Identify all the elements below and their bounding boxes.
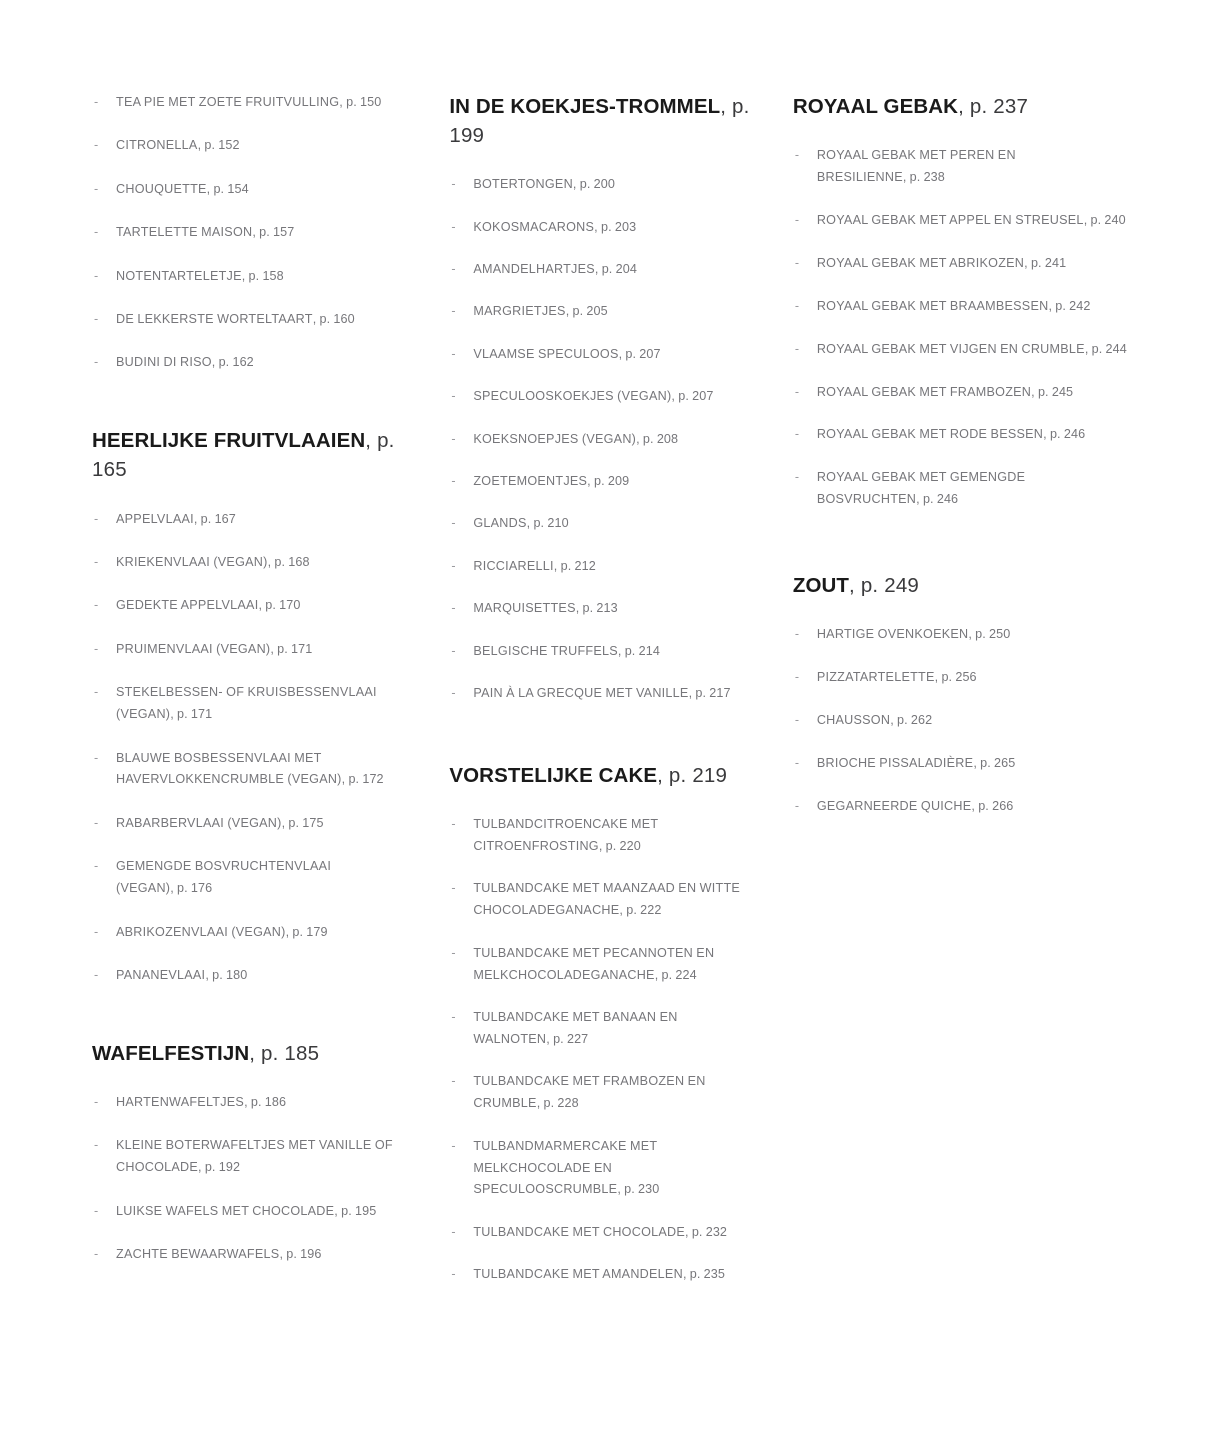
entry-dash-icon: - xyxy=(794,470,800,485)
toc-entry-list xyxy=(92,509,411,987)
entry-title: HARTENWAFELTJES xyxy=(116,1094,245,1109)
entry-page-number: , p. 176 xyxy=(170,881,213,896)
toc-entry[interactable] xyxy=(92,1135,411,1179)
toc-entry-list xyxy=(449,814,756,1286)
entry-title: GEMENGDE BOSVRUCHTENVLAAI (VEGAN) xyxy=(116,859,332,896)
entry-dash-icon: - xyxy=(94,1203,99,1218)
section-heading-title: WAFELFESTIJN xyxy=(92,1041,250,1065)
entry-dash-icon: - xyxy=(794,148,800,163)
entry-dash-icon: - xyxy=(451,1224,456,1239)
toc-entry[interactable] xyxy=(92,266,411,288)
toc-entry[interactable] xyxy=(92,856,411,900)
toc-entry[interactable] xyxy=(92,1201,411,1223)
entry-page-number: , p. 210 xyxy=(526,516,569,531)
toc-entry[interactable] xyxy=(92,682,411,726)
entry-page-number: , p. 212 xyxy=(553,558,596,573)
toc-entry[interactable] xyxy=(449,301,756,323)
toc-section-in-de-koekjestrommel xyxy=(449,92,756,705)
entry-page-number: , p. 235 xyxy=(682,1267,725,1282)
entry-page-number: , p. 172 xyxy=(341,772,384,787)
section-heading-title: IN DE KOEKJES-TROMMEL xyxy=(449,95,721,118)
section-heading-page: , p. 237 xyxy=(958,95,1029,118)
entry-page-number: , p. 250 xyxy=(968,627,1011,642)
entry-title: ZOETEMOENTJES xyxy=(473,474,588,489)
entry-dash-icon: - xyxy=(794,756,800,770)
entry-page-number: , p. 207 xyxy=(618,346,661,361)
entry-dash-icon: - xyxy=(94,641,99,656)
entry-title: TULBANDCAKE MET PECANNOTEN EN MELKCHOCOLADEGANACHE xyxy=(473,945,715,982)
entry-dash-icon: - xyxy=(94,859,99,874)
section-heading-royaal-gebak[interactable] xyxy=(793,92,1135,121)
entry-title: PAIN À LA GRECQUE MET VANILLE xyxy=(473,686,689,701)
entry-dash-icon: - xyxy=(451,1010,456,1025)
section-heading-title: VORSTELIJKE CAKE xyxy=(449,764,658,787)
entry-title: VLAAMSE SPECULOOS xyxy=(473,346,619,361)
entry-title: ROYAAL GEBAK MET PEREN EN BRESILIENNE xyxy=(816,148,1016,185)
entry-dash-icon: - xyxy=(451,643,456,658)
entry-title: GLANDS xyxy=(473,516,527,531)
entry-dash-icon: - xyxy=(451,817,456,832)
section-heading-page: , p. 199 xyxy=(449,95,750,148)
entry-page-number: , p. 228 xyxy=(536,1096,579,1111)
entry-title: CITRONELLA xyxy=(116,138,198,153)
entry-page-number: , p. 209 xyxy=(587,474,630,489)
entry-dash-icon: - xyxy=(451,304,456,319)
entry-dash-icon: - xyxy=(451,601,456,616)
entry-page-number: , p. 162 xyxy=(211,355,254,370)
entry-title: APPELVLAAI xyxy=(116,511,194,526)
entry-page-number: , p. 170 xyxy=(258,598,301,613)
entry-page-number: , p. 195 xyxy=(334,1203,377,1218)
entry-dash-icon: - xyxy=(794,255,800,270)
toc-entry[interactable] xyxy=(92,1092,411,1114)
entry-page-number: , p. 205 xyxy=(565,304,608,319)
entry-page-number: , p. 246 xyxy=(916,492,959,507)
entry-title: PANANEVLAAI xyxy=(116,967,206,982)
entry-title: ROYAAL GEBAK MET VIJGEN EN CRUMBLE xyxy=(816,341,1085,356)
entry-page-number: , p. 167 xyxy=(193,511,236,526)
entry-title: KRIEKENVLAAI (VEGAN) xyxy=(116,554,268,569)
entry-page-number: , p. 240 xyxy=(1083,212,1126,227)
entry-page-number: , p. 245 xyxy=(1031,384,1074,399)
entry-dash-icon: - xyxy=(94,95,99,109)
section-heading-wafelfestijn[interactable] xyxy=(92,1039,411,1068)
toc-entry[interactable] xyxy=(92,595,411,617)
section-heading-title: ROYAAL GEBAK xyxy=(792,95,959,118)
entry-title: ROYAAL GEBAK MET GEMENGDE BOSVRUCHTEN xyxy=(816,470,1026,507)
entry-dash-icon: - xyxy=(94,225,99,240)
entry-page-number: , p. 203 xyxy=(594,219,637,234)
entry-title: TULBANDCAKE MET CHOCOLADE xyxy=(473,1224,686,1239)
entry-title: RABARBERVLAAI (VEGAN) xyxy=(116,815,282,830)
entry-page-number: , p. 192 xyxy=(198,1160,241,1175)
section-heading-page: , p. 249 xyxy=(849,574,920,598)
entry-dash-icon: - xyxy=(94,1138,99,1153)
toc-entry[interactable] xyxy=(793,667,1135,689)
entry-title: GEDEKTE APPELVLAAI xyxy=(116,598,259,613)
toc-entry[interactable] xyxy=(793,710,1135,732)
entry-dash-icon: - xyxy=(451,1267,456,1282)
entry-dash-icon: - xyxy=(451,262,456,277)
entry-page-number: , p. 244 xyxy=(1084,341,1127,356)
entry-title: MARQUISETTES xyxy=(473,601,576,616)
entry-title: BUDINI DI RISO xyxy=(116,355,212,370)
entry-page-number: , p. 220 xyxy=(598,839,641,854)
entry-page-number: , p. 232 xyxy=(685,1224,728,1239)
toc-entry-list xyxy=(92,1092,411,1266)
section-heading-page: , p. 165 xyxy=(92,429,395,482)
entry-page-number: , p. 160 xyxy=(312,312,355,327)
toc-entry-list xyxy=(793,145,1135,511)
entry-dash-icon: - xyxy=(794,384,800,399)
toc-columns xyxy=(92,92,1135,1307)
entry-dash-icon: - xyxy=(451,431,456,446)
entry-page-number: , p. 266 xyxy=(971,798,1014,813)
entry-title: ZACHTE BEWAARWAFELS xyxy=(116,1247,280,1262)
toc-section-heerlijke-fruitvlaaien xyxy=(92,426,411,987)
toc-entry[interactable] xyxy=(92,509,411,531)
toc-entry[interactable] xyxy=(449,429,756,451)
entry-dash-icon: - xyxy=(451,219,456,234)
entry-page-number: , p. 171 xyxy=(270,641,313,656)
toc-entry[interactable] xyxy=(92,92,411,114)
entry-page-number: , p. 208 xyxy=(636,431,679,446)
entry-title: BELGISCHE TRUFFELS xyxy=(473,643,618,658)
entry-title: ROYAAL GEBAK MET BRAAMBESSEN xyxy=(816,298,1049,313)
toc-entry[interactable] xyxy=(793,210,1135,232)
entry-title: ROYAAL GEBAK MET FRAMBOZEN xyxy=(816,384,1032,399)
entry-dash-icon: - xyxy=(451,474,456,489)
entry-dash-icon: - xyxy=(794,341,800,356)
toc-entry[interactable] xyxy=(449,878,756,922)
entry-dash-icon: - xyxy=(94,138,99,153)
entry-title: NOTENTARTELETJE xyxy=(116,268,242,283)
entry-title: TULBANDCITROENCAKE MET CITROENFROSTING xyxy=(473,817,659,854)
entry-dash-icon: - xyxy=(794,212,800,227)
entry-title: LUIKSE WAFELS MET CHOCOLADE xyxy=(116,1203,335,1218)
toc-entry[interactable] xyxy=(92,965,411,987)
entry-dash-icon: - xyxy=(94,924,99,939)
entry-title: KLEINE BOTERWAFELTJES MET VANILLE OF CHOCOLADE xyxy=(116,1138,393,1175)
toc-entry-list xyxy=(92,92,411,374)
entry-page-number: , p. 265 xyxy=(973,756,1016,770)
entry-dash-icon: - xyxy=(794,670,800,685)
entry-title: CHAUSSON xyxy=(816,713,891,728)
toc-section-continued-taarten xyxy=(92,92,411,374)
entry-page-number: , p. 196 xyxy=(279,1247,322,1262)
toc-entry[interactable] xyxy=(449,471,756,493)
entry-dash-icon: - xyxy=(94,967,99,982)
entry-page-number: , p. 242 xyxy=(1048,298,1091,313)
entry-title: TULBANDCAKE MET FRAMBOZEN EN CRUMBLE xyxy=(473,1074,706,1111)
entry-page-number: , p. 180 xyxy=(205,967,248,982)
toc-section-zout xyxy=(793,571,1135,818)
toc-section-vorstelijke-cake xyxy=(449,761,756,1286)
entry-title: STEKELBESSEN- OF KRUISBESSENVLAAI (VEGAN) xyxy=(116,685,377,722)
entry-page-number: , p. 150 xyxy=(339,95,382,109)
entry-dash-icon: - xyxy=(94,685,99,700)
toc-entry[interactable] xyxy=(793,253,1135,275)
section-heading-title: HEERLIJKE FRUITVLAAIEN xyxy=(92,429,366,453)
entry-page-number: , p. 213 xyxy=(575,601,618,616)
entry-page-number: , p. 152 xyxy=(197,138,240,153)
entry-page-number: , p. 262 xyxy=(890,713,933,728)
toc-entry[interactable] xyxy=(92,1244,411,1266)
entry-title: ROYAAL GEBAK MET APPEL EN STREUSEL xyxy=(816,212,1084,227)
toc-entry[interactable] xyxy=(793,467,1135,511)
entry-dash-icon: - xyxy=(94,511,99,526)
entry-page-number: , p. 217 xyxy=(688,686,731,701)
section-heading-heerlijke-fruitvlaaien[interactable] xyxy=(92,426,411,484)
toc-column-2 xyxy=(449,92,792,1307)
entry-page-number: , p. 214 xyxy=(617,643,660,658)
toc-entry[interactable] xyxy=(793,382,1135,404)
entry-dash-icon: - xyxy=(794,298,800,313)
entry-dash-icon: - xyxy=(451,945,456,960)
toc-entry[interactable] xyxy=(92,135,411,157)
toc-column-3 xyxy=(793,92,1135,839)
toc-entry[interactable] xyxy=(449,641,756,663)
entry-title: ROYAAL GEBAK MET RODE BESSEN xyxy=(816,427,1044,442)
toc-entry[interactable] xyxy=(92,222,411,244)
toc-entry[interactable] xyxy=(449,1264,756,1286)
entry-page-number: , p. 186 xyxy=(244,1094,287,1109)
entry-dash-icon: - xyxy=(794,427,800,442)
entry-page-number: , p. 168 xyxy=(267,554,310,569)
entry-page-number: , p. 238 xyxy=(902,170,945,185)
entry-title: HARTIGE OVENKOEKEN xyxy=(816,627,969,642)
entry-title: CHOUQUETTE xyxy=(116,181,207,196)
toc-section-wafelfestijn xyxy=(92,1039,411,1266)
entry-title: TULBANDCAKE MET AMANDELEN xyxy=(473,1267,683,1282)
entry-dash-icon: - xyxy=(451,1138,456,1153)
toc-entry-list xyxy=(449,174,756,705)
entry-dash-icon: - xyxy=(451,389,456,404)
entry-dash-icon: - xyxy=(794,798,800,813)
toc-entry[interactable] xyxy=(793,753,1135,775)
entry-title: PRUIMENVLAAI (VEGAN) xyxy=(116,641,271,656)
entry-dash-icon: - xyxy=(94,750,99,765)
entry-page-number: , p. 256 xyxy=(934,670,977,685)
entry-title: BRIOCHE PISSALADIÈRE xyxy=(816,756,974,770)
entry-dash-icon: - xyxy=(94,181,99,196)
entry-dash-icon: - xyxy=(451,558,456,573)
toc-entry[interactable] xyxy=(449,943,756,987)
entry-page-number: , p. 158 xyxy=(241,268,284,283)
toc-entry[interactable] xyxy=(92,309,411,331)
entry-dash-icon: - xyxy=(794,627,800,642)
toc-entry[interactable] xyxy=(449,814,756,858)
toc-entry[interactable] xyxy=(449,1222,756,1244)
section-heading-in-de-koekjestrommel[interactable] xyxy=(449,92,756,150)
entry-title: TULBANDCAKE MET BANAAN EN WALNOTEN xyxy=(473,1010,678,1046)
entry-page-number: , p. 227 xyxy=(546,1031,589,1046)
toc-entry[interactable] xyxy=(449,386,756,408)
entry-dash-icon: - xyxy=(94,598,99,613)
entry-title: MARGRIETJES xyxy=(473,304,566,319)
toc-entry[interactable] xyxy=(92,639,411,661)
toc-entry[interactable] xyxy=(92,352,411,374)
toc-entry[interactable] xyxy=(449,683,756,705)
section-heading-title: ZOUT xyxy=(792,574,850,598)
entry-page-number: , p. 204 xyxy=(594,262,637,277)
toc-entry[interactable] xyxy=(793,424,1135,446)
entry-title: KOKOSMACARONS xyxy=(473,219,595,234)
entry-title: KOEKSNOEPJES (VEGAN) xyxy=(473,431,637,446)
entry-page-number: , p. 157 xyxy=(252,225,295,240)
entry-page-number: , p. 171 xyxy=(170,707,213,722)
toc-entry[interactable] xyxy=(449,1136,756,1202)
entry-dash-icon: - xyxy=(794,713,800,728)
entry-title: BOTERTONGEN xyxy=(473,177,573,192)
entry-title: TEA PIE MET ZOETE FRUITVULLING xyxy=(116,95,340,109)
entry-page-number: , p. 175 xyxy=(281,815,324,830)
entry-title: RICCIARELLI xyxy=(473,558,554,573)
entry-title: ROYAAL GEBAK MET ABRIKOZEN xyxy=(816,255,1025,270)
toc-entry[interactable] xyxy=(449,1007,756,1051)
toc-entry[interactable] xyxy=(793,145,1135,189)
entry-title: AMANDELHARTJES xyxy=(473,262,595,277)
entry-page-number: , p. 246 xyxy=(1043,427,1086,442)
section-heading-page: , p. 219 xyxy=(657,764,728,787)
toc-entry[interactable] xyxy=(793,339,1135,361)
entry-title: DE LEKKERSTE WORTELTAART xyxy=(116,312,313,327)
toc-entry[interactable] xyxy=(92,748,411,792)
toc-section-royaal-gebak xyxy=(793,92,1135,511)
toc-entry[interactable] xyxy=(449,217,756,239)
entry-page-number: , p. 179 xyxy=(285,924,328,939)
entry-dash-icon: - xyxy=(94,1094,99,1109)
toc-entry[interactable] xyxy=(449,174,756,196)
section-heading-vorstelijke-cake[interactable] xyxy=(449,761,756,790)
toc-entry[interactable] xyxy=(793,624,1135,646)
entry-dash-icon: - xyxy=(94,312,99,327)
toc-entry[interactable] xyxy=(449,344,756,366)
entry-page-number: , p. 241 xyxy=(1024,255,1067,270)
entry-dash-icon: - xyxy=(451,346,456,361)
section-heading-zout[interactable] xyxy=(793,571,1135,600)
entry-title: TULBANDMARMERCAKE MET MELKCHOCOLADE EN SPECULOOSCRUMBLE xyxy=(473,1138,658,1197)
toc-column-1 xyxy=(92,92,449,1287)
entry-title: TARTELETTE MAISON xyxy=(116,225,253,240)
entry-page-number: , p. 200 xyxy=(572,177,615,192)
entry-dash-icon: - xyxy=(451,177,456,192)
entry-dash-icon: - xyxy=(451,686,456,701)
entry-title: PIZZATARTELETTE xyxy=(816,670,935,685)
toc-entry[interactable] xyxy=(449,556,756,578)
toc-entry[interactable] xyxy=(92,179,411,201)
entry-page-number: , p. 224 xyxy=(654,967,697,982)
entry-dash-icon: - xyxy=(94,554,99,569)
toc-entry[interactable] xyxy=(92,552,411,574)
entry-title: TULBANDCAKE MET MAANZAAD EN WITTE CHOCOLADEGANACHE xyxy=(473,881,741,918)
toc-entry[interactable] xyxy=(92,813,411,835)
entry-page-number: , p. 207 xyxy=(671,389,714,404)
entry-dash-icon: - xyxy=(451,881,456,896)
entry-dash-icon: - xyxy=(94,355,99,370)
toc-entry-list xyxy=(793,624,1135,818)
entry-title: ABRIKOZENVLAAI (VEGAN) xyxy=(116,924,286,939)
entry-dash-icon: - xyxy=(451,1074,456,1089)
toc-entry[interactable] xyxy=(92,922,411,944)
toc-entry[interactable] xyxy=(793,296,1135,318)
entry-dash-icon: - xyxy=(94,815,99,830)
toc-entry[interactable] xyxy=(449,598,756,620)
entry-page-number: , p. 154 xyxy=(206,181,249,196)
entry-dash-icon: - xyxy=(451,516,456,531)
toc-entry[interactable] xyxy=(793,796,1135,818)
entry-title: SPECULOOSKOEKJES (VEGAN) xyxy=(473,389,672,404)
section-heading-page: , p. 185 xyxy=(249,1041,320,1065)
entry-title: GEGARNEERDE QUICHE xyxy=(816,798,972,813)
entry-title: BLAUWE BOSBESSENVLAAI MET HAVERVLOKKENCRUMBLE (VEGAN) xyxy=(116,750,342,787)
entry-dash-icon: - xyxy=(94,1247,99,1262)
entry-page-number: , p. 230 xyxy=(617,1182,660,1197)
toc-entry[interactable] xyxy=(449,1071,756,1115)
toc-entry[interactable] xyxy=(449,259,756,281)
entry-page-number: , p. 222 xyxy=(619,903,662,918)
entry-dash-icon: - xyxy=(94,268,99,283)
toc-entry[interactable] xyxy=(449,513,756,535)
